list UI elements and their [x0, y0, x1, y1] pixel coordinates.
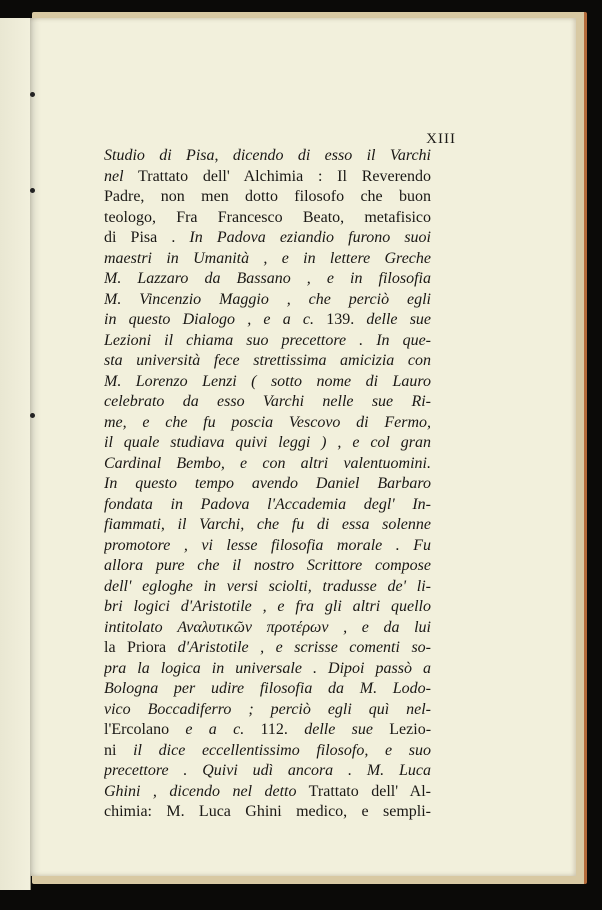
text-segment: d'Aristotile , e scrisse comenti so-	[177, 639, 431, 656]
text-segment: fiammati, il Varchi, che fu di essa solenne	[104, 516, 431, 533]
text-line	[104, 638, 431, 659]
text-line	[104, 392, 431, 413]
text-segment: promotore , vi lesse filosofia morale . Fu	[104, 536, 431, 554]
text-line	[104, 433, 431, 454]
text-segment: teologo, Fra Francesco Beato, metafisico	[104, 208, 431, 226]
text-segment: intitolato	[104, 618, 178, 636]
text-line	[104, 167, 431, 188]
text-segment: Αναλυτικῶν προτέρων	[177, 618, 329, 636]
text-segment: bri logici d'Aristotile , e fra gli altri quello	[104, 598, 431, 615]
text-segment: nel	[104, 167, 124, 185]
text-line	[104, 208, 431, 229]
text-segment: In questo tempo avendo Daniel Barbaro	[104, 475, 431, 492]
text-line	[104, 351, 431, 372]
text-segment: in questo Dialogo , e a c.	[104, 311, 327, 328]
text-segment: pra la logica in universale . Dipoi passò a	[104, 659, 431, 677]
text-segment: M. Lazzaro da Bassano , e in filosofia	[104, 270, 431, 287]
text-line	[104, 802, 431, 823]
text-segment: delle sue	[366, 311, 431, 328]
text-line	[104, 474, 431, 495]
text-line	[104, 290, 431, 311]
text-segment: Ercolano	[111, 721, 186, 738]
text-line	[104, 597, 431, 618]
text-segment: celebrato da esso Varchi nelle sue Ri-	[104, 393, 431, 410]
text-segment: maestri in Umanità , e in lettere Greche	[104, 249, 431, 267]
text-line	[104, 536, 431, 557]
binding-hole-mark	[30, 92, 35, 97]
text-segment: ni	[104, 741, 134, 759]
text-segment: , e da lui	[328, 618, 431, 636]
text-segment: vico Boccadiferro ; perciò egli quì nel-	[104, 700, 431, 718]
text-line	[104, 659, 431, 680]
text-segment: 139.	[326, 311, 367, 328]
text-segment: Lezio-	[389, 721, 431, 738]
text-line	[104, 228, 431, 249]
text-segment: ,	[214, 147, 233, 164]
text-line	[104, 556, 431, 577]
text-line	[104, 187, 431, 208]
text-segment: delle sue	[304, 721, 390, 738]
text-line	[104, 413, 431, 434]
text-line	[104, 249, 431, 270]
text-line	[104, 269, 431, 290]
text-line	[104, 741, 431, 762]
text-line	[104, 782, 431, 803]
text-segment: sta università fece strettissima amicizia con	[104, 352, 431, 369]
binding-hole-mark	[30, 413, 35, 418]
text-line	[104, 761, 431, 782]
text-segment: Trattato dell' Al-	[296, 782, 431, 800]
text-segment: M. Vincenzio Maggio , che perciò egli	[104, 290, 431, 308]
text-segment: il dice eccellentissimo filosofo, e suo	[133, 741, 431, 759]
text-line	[104, 372, 431, 393]
text-segment: di Pisa .	[104, 229, 190, 246]
text-segment: Ghini , dicendo nel detto	[104, 782, 297, 800]
text-line	[104, 331, 431, 352]
text-line	[104, 577, 431, 598]
text-segment: fondata in Padova l'Accademia degl' In-	[104, 495, 431, 513]
text-segment: Bologna per udire filosofia da M. Lodo-	[104, 680, 431, 697]
text-segment: dell' egloghe in versi sciolti, tradusse de' li-	[104, 577, 431, 595]
binding-hole-mark	[30, 188, 35, 193]
text-segment: Lezioni il chiama suo precettore . In que-	[104, 331, 431, 349]
text-line	[104, 310, 431, 331]
text-line	[104, 495, 431, 516]
text-segment: allora pure che il nostro Scrittore compose	[104, 557, 431, 574]
text-line	[104, 618, 431, 639]
text-segment: Cardinal Bembo, e con altri valentuomini.	[104, 454, 431, 472]
text-segment: Padre, non men dotto filosofo che buon	[104, 188, 431, 205]
text-line	[104, 146, 431, 167]
text-segment: precettore . Quivi udì ancora . M. Luca	[104, 762, 431, 779]
body-text	[104, 146, 431, 823]
facing-page-edge	[0, 18, 31, 890]
text-segment: Studio di Pisa	[104, 147, 215, 164]
text-segment: l'	[104, 721, 112, 738]
text-line	[104, 515, 431, 536]
text-segment: la Priora	[104, 639, 178, 656]
text-line	[104, 700, 431, 721]
text-segment: M. Lorenzo Lenzi ( sotto nome di Lauro	[104, 372, 431, 390]
text-line	[104, 454, 431, 475]
text-segment: 112.	[260, 721, 305, 738]
text-segment: Trattato dell' Alchimia : Il Reverendo	[123, 167, 431, 185]
text-line	[104, 720, 431, 741]
text-segment: e a c.	[185, 721, 261, 738]
text-segment: me, e che fu poscia Vescovo di Fermo,	[104, 413, 431, 431]
text-line	[104, 679, 431, 700]
text-segment: In Padova eziandio furono suoi	[189, 229, 431, 246]
text-segment: il quale studiava quivi leggi ) , e col gran	[104, 434, 431, 451]
text-segment: dicendo di esso il Varchi	[232, 147, 431, 164]
page-number: XIII	[426, 131, 456, 147]
text-segment: chimia: M. Luca Ghini medico, e sempli-	[104, 803, 431, 820]
